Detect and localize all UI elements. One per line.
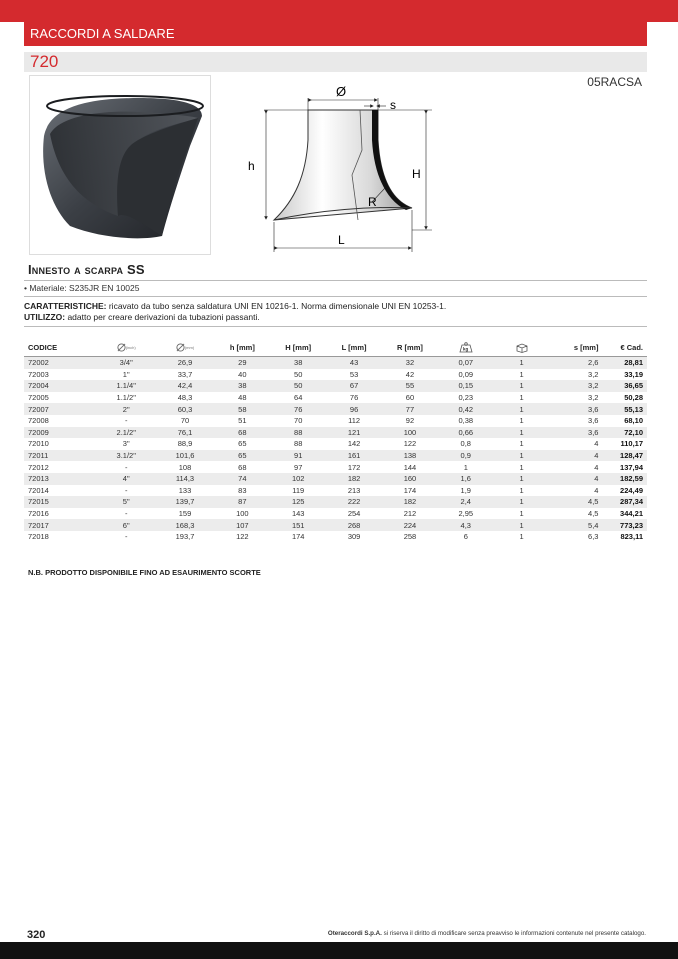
cell-mm: 42,4	[156, 380, 215, 392]
cell-codice: 72009	[24, 427, 97, 439]
cell-H: 88	[294, 439, 303, 449]
cell-codice: 72012	[28, 462, 49, 472]
cell-s: 3,6	[549, 403, 602, 415]
cell-kg: 0,9	[438, 450, 494, 462]
cell-codice: 72018	[28, 532, 49, 542]
cell-H: 143	[291, 509, 305, 519]
cell-codice: 72010	[28, 439, 49, 449]
header-weight	[438, 338, 494, 357]
cell-price: 823,11	[620, 532, 643, 542]
cell-R: 224	[382, 519, 438, 531]
header-pack	[494, 338, 550, 357]
cell-price: 110,17	[620, 439, 643, 449]
cell-mm: 33,7	[177, 369, 193, 379]
cell-H: 97	[294, 462, 303, 472]
cell-pack: 1	[494, 427, 550, 439]
cell-L: 112	[348, 416, 361, 426]
cell-pack: 1	[494, 403, 550, 415]
cell-price: 68,10	[624, 416, 643, 426]
cell-inch: -	[124, 416, 128, 426]
cell-price: 28,81	[602, 357, 647, 369]
cell-codice: 72011	[24, 450, 97, 462]
header-dn-inch	[97, 338, 156, 357]
cell-mm: 88,9	[177, 439, 193, 449]
cell-H: 50	[270, 380, 326, 392]
cell-s: 4	[594, 439, 599, 449]
table-row	[24, 427, 647, 439]
diameter-icon	[117, 343, 126, 352]
cell-H: 70	[294, 416, 303, 426]
cell-H: 88	[270, 427, 326, 439]
top-color-band	[0, 0, 678, 22]
characteristics-label: CARATTERISTICHE:	[24, 301, 107, 311]
cell-R: 182	[382, 496, 438, 508]
cell-codice: 72005	[28, 393, 49, 403]
cell-kg: 2,4	[438, 496, 494, 508]
cell-L: 121	[326, 427, 382, 439]
cell-codice: 72015	[24, 496, 97, 508]
cell-pack: 1	[494, 357, 550, 369]
cell-kg: 0,23	[458, 393, 474, 403]
usage-line	[24, 312, 647, 323]
cell-kg: 1,6	[438, 473, 494, 485]
cell-codice: 72016	[28, 509, 49, 519]
header-h: h [mm]	[214, 338, 270, 357]
cell-s: 2,6	[549, 357, 602, 369]
cell-kg: 0,09	[458, 369, 474, 379]
cell-h: 68	[214, 427, 270, 439]
cell-R: 42	[405, 369, 415, 379]
cell-L: 142	[347, 439, 361, 449]
cell-pack: 1	[494, 496, 550, 508]
table-row	[24, 496, 647, 508]
L-label: L	[338, 233, 345, 247]
table-header-row	[24, 338, 647, 357]
table-row	[24, 531, 647, 543]
cell-H: 119	[292, 485, 305, 495]
cell-R: 144	[403, 462, 417, 472]
cell-pack: 1	[519, 462, 524, 472]
cell-h: 65	[214, 450, 270, 462]
cell-mm: 26,9	[156, 357, 215, 369]
cell-pack: 1	[519, 485, 524, 495]
cell-R: 100	[382, 427, 438, 439]
cell-H: 38	[270, 357, 326, 369]
cell-inch: 3"	[122, 439, 130, 449]
cell-s: 4	[549, 450, 602, 462]
cell-R: 122	[403, 439, 417, 449]
table-row	[24, 508, 647, 520]
cell-L: 161	[326, 450, 382, 462]
cell-L: 76	[349, 393, 359, 403]
cell-H: 102	[270, 473, 326, 485]
cell-R: 60	[405, 393, 415, 403]
header-codice: CODICE	[24, 338, 97, 357]
cell-pack: 1	[519, 509, 524, 519]
dimension-diagram	[240, 80, 440, 258]
cell-kg: 0,38	[458, 416, 474, 426]
cell-R: 258	[403, 532, 417, 542]
cell-L: 182	[326, 473, 382, 485]
cell-price: 182,59	[602, 473, 647, 485]
cell-kg: 0,8	[460, 439, 471, 449]
cell-pack: 1	[519, 416, 524, 426]
cell-inch: 2"	[97, 403, 156, 415]
cell-price: 287,34	[602, 496, 647, 508]
cell-mm: 133	[178, 485, 192, 495]
cell-H: 91	[270, 450, 326, 462]
cell-L: 67	[326, 380, 382, 392]
table-row	[24, 369, 647, 381]
h-label: h	[248, 159, 255, 173]
cell-L: 222	[326, 496, 382, 508]
cell-h: 122	[236, 532, 249, 542]
cell-price: 36,65	[602, 380, 647, 392]
table-row	[24, 438, 647, 450]
cell-h: 58	[214, 403, 270, 415]
cell-s: 6,3	[588, 532, 599, 542]
fitting-photo-illustration	[30, 76, 210, 254]
cell-R: 138	[382, 450, 438, 462]
cell-mm: 48,3	[177, 393, 193, 403]
company-name: Oteraccordi S.p.A.	[327, 930, 382, 937]
cell-mm: 139,7	[156, 496, 215, 508]
cell-R: 77	[382, 403, 438, 415]
cell-L: 43	[326, 357, 382, 369]
cell-R: 160	[382, 473, 438, 485]
cell-price: 773,23	[602, 519, 647, 531]
technical-drawing	[240, 80, 440, 258]
cell-H: 151	[270, 519, 326, 531]
cell-inch: 1.1/2"	[116, 393, 136, 403]
product-sku: 05RACSA	[587, 75, 642, 89]
cell-kg: 2,95	[458, 509, 474, 519]
section-header	[24, 22, 647, 46]
cell-kg: 1,9	[460, 485, 471, 495]
cell-inch: 4"	[97, 473, 156, 485]
cell-s: 4	[549, 473, 602, 485]
cell-pack: 1	[494, 473, 550, 485]
header-s: s [mm]	[549, 338, 602, 357]
cell-L: 268	[326, 519, 382, 531]
section-title: RACCORDI A SALDARE	[30, 26, 175, 41]
cell-inch: 2.1/2"	[97, 427, 156, 439]
cell-h: 100	[236, 509, 249, 519]
unit-inch: (inch)	[125, 345, 136, 351]
cell-codice: 72008	[28, 416, 49, 426]
cell-s: 3,2	[588, 393, 599, 403]
cell-mm: 70	[180, 416, 190, 426]
cell-s: 5,4	[549, 519, 602, 531]
cell-h: 40	[238, 369, 247, 379]
cell-mm: 193,7	[175, 532, 195, 542]
characteristics-line	[24, 301, 647, 312]
cell-codice: 72013	[24, 473, 97, 485]
R-label: R	[368, 195, 377, 209]
diameter-icon	[176, 343, 185, 352]
cell-codice: 72002	[24, 357, 97, 369]
material-line: • Materiale: S235JR EN 10025	[24, 283, 140, 293]
cell-H: 125	[270, 496, 326, 508]
cell-pack: 1	[519, 439, 524, 449]
divider	[24, 280, 647, 281]
usage-label: UTILIZZO:	[24, 312, 66, 322]
cell-kg: 1	[463, 462, 468, 472]
cell-h: 87	[214, 496, 270, 508]
cell-inch: -	[124, 485, 128, 495]
bottom-color-band	[0, 942, 678, 959]
cell-s: 3,6	[588, 416, 599, 426]
characteristics-text: ricavato da tubo senza saldatura UNI EN 10216-1. Norma dimensionale UNI EN 10253-1.	[106, 301, 447, 311]
cell-mm: 114,3	[156, 473, 215, 485]
header-H: H [mm]	[270, 338, 326, 357]
cell-s: 3,6	[549, 427, 602, 439]
cell-inch: -	[124, 462, 128, 472]
cell-kg: 0,66	[438, 427, 494, 439]
cell-h: 83	[238, 485, 247, 495]
header-R: R [mm]	[382, 338, 438, 357]
cell-codice: 72003	[28, 369, 49, 379]
cell-L: 53	[349, 369, 359, 379]
cell-L: 254	[347, 509, 361, 519]
cell-R: 55	[382, 380, 438, 392]
cell-R: 212	[403, 509, 417, 519]
cell-kg: 4,3	[438, 519, 494, 531]
cell-s: 3,2	[588, 369, 599, 379]
product-code-bar	[24, 52, 647, 72]
divider	[24, 326, 647, 327]
table-row	[24, 473, 647, 485]
cell-price: 50,28	[624, 393, 643, 403]
s-label: s	[390, 98, 396, 112]
cell-R: 32	[382, 357, 438, 369]
cell-pack: 1	[494, 519, 550, 531]
cell-inch: 1.1/4"	[97, 380, 156, 392]
weight-icon-label: kg	[462, 346, 469, 352]
cell-price: 224,49	[620, 485, 643, 495]
cell-kg: 0,42	[438, 403, 494, 415]
cell-pack: 1	[519, 369, 524, 379]
cell-h: 65	[238, 439, 247, 449]
cell-L: 96	[326, 403, 382, 415]
diameter-label: Ø	[336, 84, 347, 99]
cell-inch: 3.1/2"	[97, 450, 156, 462]
product-description	[24, 301, 647, 323]
cell-price: 137,94	[620, 462, 643, 472]
table-row	[24, 392, 647, 404]
cell-L: 213	[347, 485, 361, 495]
cell-s: 3,2	[549, 380, 602, 392]
H-label: H	[412, 167, 421, 181]
cell-inch: 6"	[97, 519, 156, 531]
cell-mm: 60,3	[156, 403, 215, 415]
cell-price: 344,21	[620, 509, 643, 519]
cell-h: 29	[214, 357, 270, 369]
cell-price: 128,47	[602, 450, 647, 462]
cell-h: 48	[238, 393, 247, 403]
table-row	[24, 450, 647, 462]
cell-inch: -	[124, 532, 128, 542]
cell-inch: 5"	[97, 496, 156, 508]
cell-s: 4,5	[549, 496, 602, 508]
cell-H: 50	[294, 369, 303, 379]
cell-h: 38	[214, 380, 270, 392]
cell-inch: 1"	[122, 369, 130, 379]
table-row	[24, 403, 647, 415]
cell-kg: 6	[463, 532, 468, 542]
cell-codice: 72017	[24, 519, 97, 531]
cell-codice: 72007	[24, 403, 97, 415]
cell-mm: 76,1	[156, 427, 215, 439]
unit-mm: (mm)	[184, 345, 195, 351]
package-icon	[515, 342, 529, 353]
specs-table	[24, 338, 647, 543]
table-row	[24, 357, 647, 369]
cell-L: 172	[347, 462, 361, 472]
cell-H: 174	[291, 532, 305, 542]
product-title: Innesto a scarpa SS	[28, 262, 145, 277]
table-row	[24, 461, 647, 473]
table-row	[24, 380, 647, 392]
cell-mm: 108	[178, 462, 192, 472]
cell-h: 107	[214, 519, 270, 531]
cell-pack: 1	[494, 380, 550, 392]
cell-price: 72,10	[602, 427, 647, 439]
cell-codice: 72004	[24, 380, 97, 392]
cell-h: 68	[238, 462, 247, 472]
cell-s: 4	[594, 485, 599, 495]
weight-icon	[459, 342, 473, 353]
table-row	[24, 415, 647, 427]
cell-mm: 101,6	[156, 450, 215, 462]
cell-h: 74	[214, 473, 270, 485]
cell-kg: 0,15	[438, 380, 494, 392]
product-code: 720	[30, 52, 59, 71]
header-L: L [mm]	[326, 338, 382, 357]
cell-s: 4,5	[588, 509, 599, 519]
cell-kg: 0,07	[438, 357, 494, 369]
cell-L: 309	[347, 532, 361, 542]
cell-pack: 1	[494, 450, 550, 462]
cell-H: 64	[294, 393, 303, 403]
table-row	[24, 485, 647, 497]
cell-h: 51	[238, 416, 247, 426]
cell-mm: 168,3	[156, 519, 215, 531]
cell-inch: -	[124, 509, 128, 519]
cell-pack: 1	[519, 532, 524, 542]
footer-disclaimer	[328, 930, 646, 937]
table-row	[24, 519, 647, 531]
disclaimer-text: si riserva il diritto di modificare senza preavviso le informazioni contenute nel presente catalogo.	[381, 930, 646, 937]
cell-s: 4	[594, 462, 599, 472]
cell-price: 55,13	[602, 403, 647, 415]
header-dn-mm	[156, 338, 215, 357]
cell-codice: 72014	[28, 485, 49, 495]
header-price: € Cad.	[602, 338, 647, 357]
cell-pack: 1	[519, 393, 524, 403]
usage-text: adatto per creare derivazioni da tubazioni passanti.	[65, 312, 260, 322]
availability-note: N.B. PRODOTTO DISPONIBILE FINO AD ESAURIMENTO SCORTE	[28, 568, 261, 577]
cell-R: 92	[405, 416, 415, 426]
page-number: 320	[27, 929, 46, 941]
cell-R: 174	[403, 485, 417, 495]
cell-price: 33,19	[624, 369, 643, 379]
cell-H: 76	[270, 403, 326, 415]
cell-inch: 3/4"	[97, 357, 156, 369]
divider	[24, 296, 647, 297]
cell-mm: 159	[178, 509, 192, 519]
table-body	[24, 357, 647, 543]
product-photo	[29, 75, 211, 255]
